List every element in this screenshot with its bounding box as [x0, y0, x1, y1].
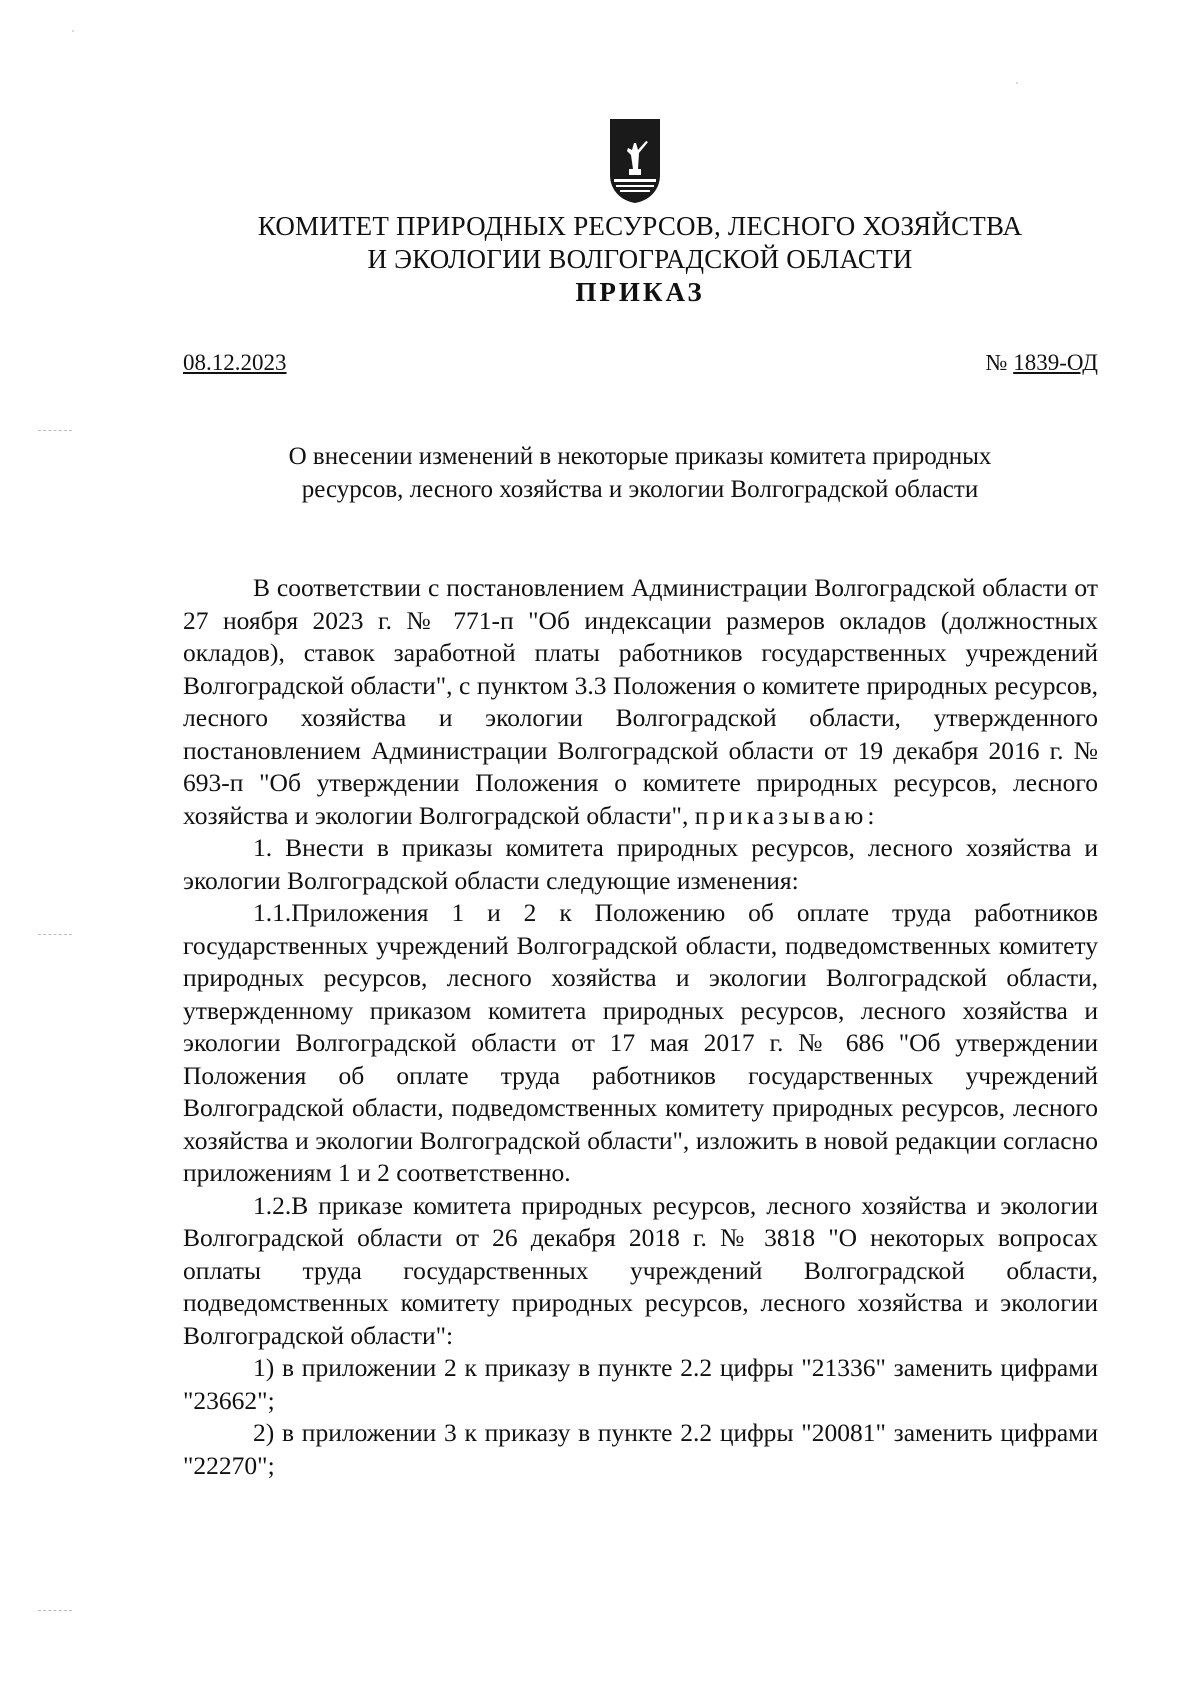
subject-line-1: О внесении изменений в некоторые приказы комитета природных	[288, 443, 992, 470]
body-paragraph-preamble	[183, 572, 1098, 832]
document-header	[0, 210, 1200, 309]
body-paragraph-item-1: 1) в приложении 2 к приказу в пункте 2.2 цифры "21336" заменить цифрами "23662";	[183, 1353, 1098, 1415]
order-date: 08.12.2023	[183, 350, 287, 375]
order-number-value: 1839-ОД	[1013, 350, 1098, 375]
order-title: ПРИКАЗ	[575, 277, 705, 307]
coat-of-arms-icon	[608, 117, 662, 205]
body-paragraph-item-2: 2) в приложении 3 к приказу в пункте 2.2 цифры "20081" заменить цифрами "22270";	[183, 1418, 1098, 1480]
order-subject	[180, 440, 1100, 506]
body-paragraph-1: 1. Внести в приказы комитета природных ресурсов, лесного хозяйства и экологии Волгоградской области следующие изменения:	[183, 833, 1098, 895]
preamble-text: В соответствии с постановлением Администрации Волгоградской области от 27 ноября 2023 г. № 771-п "Об индексации размеров окладов (должностных окладов), ставок заработной платы работников государственных учреждений Волгоградской области", с пунктом 3.3 Положения о комитете природных ресурсов, лесного хозяйства и экологии Волгоградской области, утвержденного постановлением Администрации Волгоградской области от 19 декабря 2016 г. № 693-п "Об утверждении Положения о комитете природных ресурсов, лесного хозяйства и экологии Волгоградской области",	[183, 573, 1098, 830]
committee-name-line-2: И ЭКОЛОГИИ ВОЛГОГРАДСКОЙ ОБЛАСТИ	[367, 244, 913, 274]
command-word: приказываю	[694, 800, 868, 830]
scan-margin-mark	[38, 1610, 72, 1612]
number-sign: №	[985, 350, 1008, 375]
subject-line-2: ресурсов, лесного хозяйства и экологии Волгоградской области	[301, 476, 979, 503]
order-body	[183, 572, 1098, 1482]
order-number	[985, 350, 1098, 376]
body-paragraph-1-2: 1.2.В приказе комитета природных ресурсов, лесного хозяйства и экологии Волгоградской области от 26 декабря 2018 г. № 3818 "О некоторых вопросах оплаты труда государственных учреждений Волгоградской области, подведомственных комитету природных ресурсов, лесного хозяйства и экологии Волгоградской области":	[183, 1190, 1098, 1350]
scan-speck	[1016, 82, 1018, 84]
scan-speck	[72, 30, 74, 32]
scan-margin-mark	[38, 430, 72, 432]
scan-margin-mark	[38, 934, 72, 936]
body-paragraph-1-1: 1.1.Приложения 1 и 2 к Положению об оплате труда работников государственных учреждений Волгоградской области, подведомственных комитету природных ресурсов, лесного хозяйства и экологии Волгоградской области, утвержденному приказом комитета природных ресурсов, лесного хозяйства и экологии Волгоградской области от 17 мая 2017 г. № 686 "Об утверждении Положения об оплате труда работников государственных учреждений Волгоградской области, подведомственных комитету природных ресурсов, лесного хозяйства и экологии Волгоградской области", изложить в новой редакции согласно приложениям 1 и 2 соответственно.	[183, 898, 1098, 1187]
committee-name-line-1: КОМИТЕТ ПРИРОДНЫХ РЕСУРСОВ, ЛЕСНОГО ХОЗЯЙСТВА	[257, 211, 1023, 241]
command-colon: :	[867, 800, 875, 830]
